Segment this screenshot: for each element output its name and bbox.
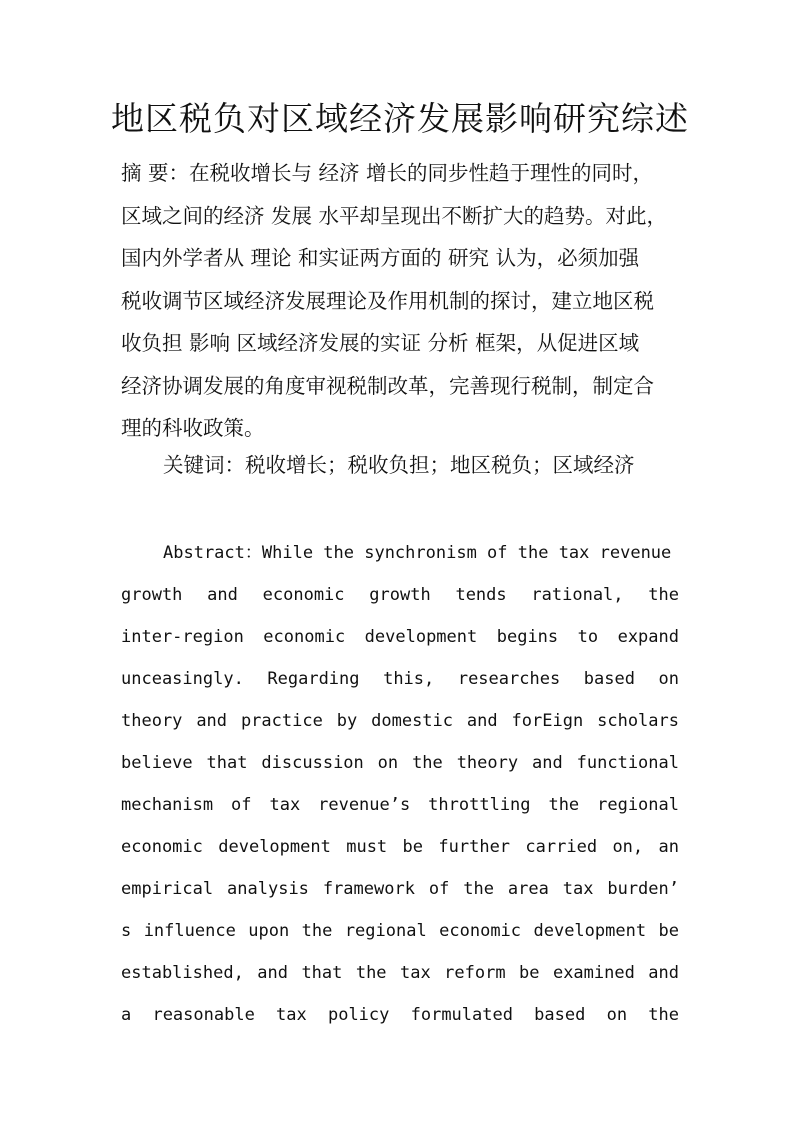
english-abstract-line: economic development must be further carried on, an — [121, 837, 679, 857]
chinese-abstract-line: 国内外学者从 理论 和实证两方面的 研究 认为，必须加强 — [121, 246, 640, 270]
chinese-abstract-line: 税收调节区域经济发展理论及作用机制的探讨，建立地区税 — [121, 289, 654, 313]
english-abstract-line: inter-region economic development begins to expand — [121, 627, 679, 647]
english-abstract-line: theory and practice by domestic and forEign scholars — [121, 711, 679, 731]
english-abstract-line: established, and that the tax reform be examined and — [121, 963, 679, 983]
chinese-abstract-line: 区域之间的经济 发展 水平却呈现出不断扩大的趋势。对此， — [121, 204, 668, 228]
english-abstract-line: s influence upon the regional economic development be — [121, 921, 679, 941]
chinese-abstract-line: 收负担 影响 区域经济发展的实证 分析 框架，从促进区域 — [121, 331, 640, 355]
english-abstract-line: unceasingly. Regarding this, researches based on — [121, 669, 679, 689]
english-abstract-line: growth and economic growth tends rational, the — [121, 585, 679, 605]
chinese-abstract-line: 经济协调发展的角度审视税制改革，完善现行税制，制定合 — [121, 374, 654, 398]
english-abstract-line: Abstract：While the synchronism of the tax revenue — [163, 543, 672, 563]
document-title: 地区税负对区域经济发展影响研究综述 — [111, 99, 689, 138]
english-abstract-line: a reasonable tax policy formulated based on the — [121, 1005, 679, 1025]
english-abstract-line: mechanism of tax revenue’s throttling the regional — [121, 795, 679, 815]
english-abstract-line: believe that discussion on the theory and functional — [121, 753, 679, 773]
chinese-abstract-line: 理的科收政策。 — [121, 416, 265, 440]
keywords: 关键词：税收增长；税收负担；地区税负；区域经济 — [163, 453, 635, 477]
chinese-abstract-line: 摘 要：在税收增长与 经济 增长的同步性趋于理性的同时， — [121, 161, 654, 185]
english-abstract-line: empirical analysis framework of the area tax burden’ — [121, 879, 679, 899]
